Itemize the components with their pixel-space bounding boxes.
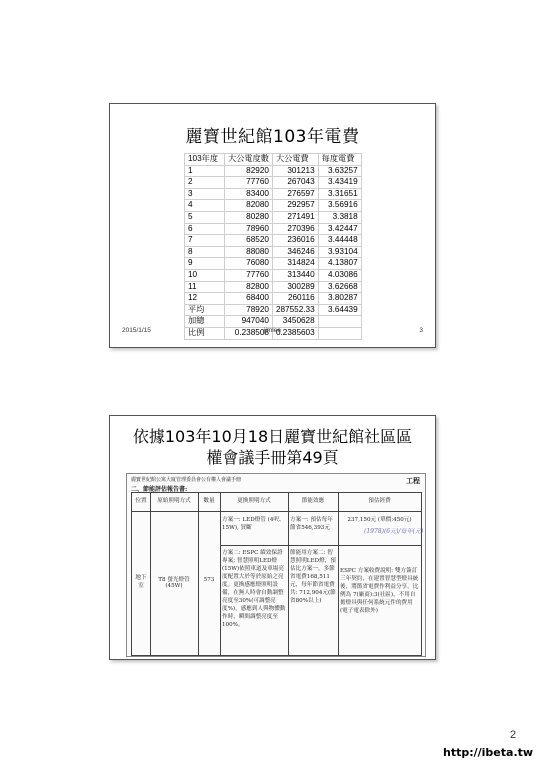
handwritten-note: (1978)(6元)/每年(元) (364, 528, 424, 535)
title-line-1: 依據103年10月18日麗寶世紀館社區區 (132, 427, 413, 446)
table-row (185, 246, 362, 258)
table-row (185, 293, 362, 305)
table-cell: 76080 (225, 258, 273, 270)
table-cell: 4.13807 (318, 258, 361, 270)
table-cell: 80280 (225, 211, 273, 223)
table-cell: 287552.33 (272, 304, 318, 316)
slide-electricity-table (109, 103, 436, 348)
table-cell: 68520 (225, 235, 273, 247)
table-cell: 947040 (225, 316, 273, 328)
table-cell: 12 (185, 293, 225, 305)
table-cell: 3.3818 (318, 211, 361, 223)
scan-original-lighting: T8 螢光燈管 (45W) (158, 577, 190, 589)
table-cell: 276597 (272, 188, 318, 200)
table-cell: 270396 (272, 223, 318, 235)
table-cell: 3.56916 (318, 200, 361, 212)
table-cell: 103年度 (185, 154, 225, 166)
table-cell: 3.31651 (318, 188, 361, 200)
table-cell: 78960 (225, 223, 273, 235)
scan-plan-2: 方案二: ESPC 績效保證專案; 智慧照明LED燈(15W)依照車道及車場亮度配置大於等於原始之亮度。更換感應燈照明設備，在無人時會自動調整亮度至30%(可調整亮度%)，感應到人與物體動作時，瞬間調整亮度至100%。 (222, 550, 286, 628)
scan-col-header: 原始照明方式 (157, 498, 191, 504)
table-row (185, 258, 362, 270)
scan-logo: 工程 (406, 476, 420, 485)
table-cell: 3.43419 (318, 177, 361, 189)
scan-location: 地下室 (135, 575, 147, 589)
slide-title (110, 426, 435, 468)
table-cell: 比例 (185, 327, 225, 339)
scanned-document-image (126, 473, 426, 657)
table-row (185, 200, 362, 212)
scan-col-header: 數量 (203, 498, 215, 504)
table-cell: 每度電費 (318, 154, 361, 166)
table-row (185, 188, 362, 200)
scan-col-header: 預估經費 (368, 498, 391, 504)
table-cell: 9 (185, 258, 225, 270)
table-row (185, 281, 362, 293)
table-row (185, 235, 362, 247)
table-row (185, 316, 362, 328)
table-cell: 292957 (272, 200, 318, 212)
table-cell: 11 (185, 281, 225, 293)
scan-budget-2: ESPC 方案收費說明: 雙方簽訂三年契約，在建置智慧型燈具統後，將節省電費作利益分享，比例為 7(廠商):3(社區)，不用自擔燈具與任何系統元件的費用(電子電表除外) (340, 568, 419, 614)
table-cell: 8 (185, 246, 225, 258)
table-cell: 2 (185, 177, 225, 189)
slide-title: 麗寶世紀館103年電費 (185, 127, 360, 147)
scan-col-header: 節能效應 (301, 498, 325, 504)
table-cell: 88080 (225, 246, 273, 258)
table-cell: 3450628 (272, 316, 318, 328)
table-cell: 5 (185, 211, 225, 223)
table-cell: 平均 (185, 304, 225, 316)
scan-table (131, 492, 422, 656)
table-row (185, 269, 362, 281)
table-cell (318, 316, 361, 328)
table-cell: 1 (185, 165, 225, 177)
table-cell: 0.2385603 (272, 327, 318, 339)
table-cell: 313440 (272, 269, 318, 281)
scan-plan-1: 方案一: LED燈管 (4呎、15W), 買斷 (222, 517, 285, 531)
table-cell: 大公電費 (272, 154, 318, 166)
footer-date: 2015/1/15 (122, 327, 151, 334)
table-cell: 3.63257 (318, 165, 361, 177)
table-cell: 301213 (272, 165, 318, 177)
table-cell: 3.93104 (318, 246, 361, 258)
table-row (185, 304, 362, 316)
table-cell: 82080 (225, 200, 273, 212)
scan-quantity: 573 (203, 577, 215, 583)
page-number: 2 (510, 729, 517, 741)
scan-budget-1: 237,150元 (單價:450元) (347, 517, 412, 523)
table-cell: 加總 (185, 316, 225, 328)
table-header-row (185, 154, 362, 166)
table-cell: 68400 (225, 293, 273, 305)
scan-col-header: 位置 (135, 498, 147, 504)
table-cell: 大公電度數 (225, 154, 273, 166)
table-cell: 10 (185, 269, 225, 281)
table-cell: 78920 (225, 304, 273, 316)
table-row (185, 211, 362, 223)
table-cell: 83400 (225, 188, 273, 200)
scan-col-header: 更換照明方式 (237, 498, 271, 504)
title-line-2: 權會議手冊第49頁 (206, 448, 339, 467)
table-row (185, 223, 362, 235)
slide-footer (122, 327, 423, 337)
site-watermark: http://ibeta.tw (443, 746, 534, 759)
table-cell: 346246 (272, 246, 318, 258)
table-row (185, 165, 362, 177)
scan-effect-1: 方案一: 預估每年節省546,393元 (290, 517, 333, 531)
table-cell: 0.238508 (225, 327, 273, 339)
table-cell: 77760 (225, 269, 273, 281)
scan-section-title: 二、節能評估報告書: (131, 486, 188, 493)
table-cell: 314824 (272, 258, 318, 270)
table-cell: 236016 (272, 235, 318, 247)
table-cell: 7 (185, 235, 225, 247)
table-cell: 3.44448 (318, 235, 361, 247)
table-cell: 267043 (272, 177, 318, 189)
table-cell: 3.42447 (318, 223, 361, 235)
table-cell: 3.80287 (318, 293, 361, 305)
table-cell: 82920 (225, 165, 273, 177)
table-cell: 3 (185, 188, 225, 200)
table-cell: 4 (185, 200, 225, 212)
table-cell: 4.03086 (318, 269, 361, 281)
slide-meeting-handbook (109, 415, 436, 660)
table-cell: 3.62668 (318, 281, 361, 293)
table-cell: 3.64439 (318, 304, 361, 316)
table-cell: 260116 (272, 293, 318, 305)
table-cell: 82800 (225, 281, 273, 293)
footer-slide-number: 3 (419, 327, 423, 334)
footer-author: jimlee (264, 327, 281, 334)
table-cell: 77760 (225, 177, 273, 189)
scan-header: 麗寶世紀館公寓大廈管理委員會公有權人會議手冊 (131, 477, 242, 483)
table-cell: 6 (185, 223, 225, 235)
electricity-table (184, 153, 362, 340)
table-row (185, 177, 362, 189)
scan-effect-2: 節能用方案二: 智慧照明LED燈，預估比方案一，多節省電費168,511元，每年節省電費共: 712,904元(節省80%以上) (290, 550, 336, 604)
table-cell: 300289 (272, 281, 318, 293)
table-cell: 271491 (272, 211, 318, 223)
